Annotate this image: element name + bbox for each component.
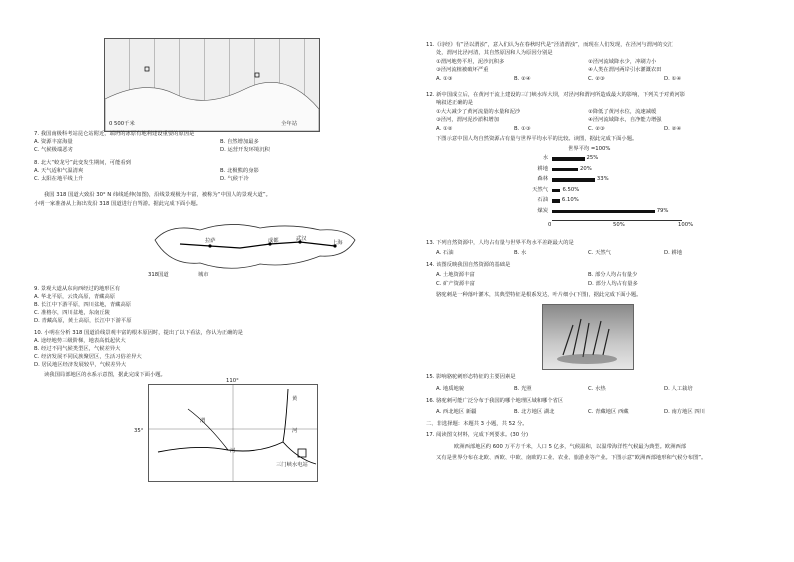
q12-opt-b[interactable]: B. ①③ bbox=[514, 126, 531, 132]
chart-axis bbox=[552, 220, 682, 221]
chart-tick-label: 50% bbox=[613, 222, 625, 228]
q11-opt-a[interactable]: A. ①③ bbox=[436, 76, 453, 82]
q9-opt-c[interactable]: C. 准格尔，四川盆地，东南丘陵 bbox=[34, 310, 110, 316]
q15-opt-b[interactable]: B. 光照 bbox=[514, 386, 532, 392]
chart-value-label: 6.50% bbox=[562, 186, 580, 193]
q7-opt-a[interactable]: A. 资源丰富海量 bbox=[34, 139, 73, 145]
city-chengdu: 成都 bbox=[268, 238, 279, 244]
chart-bar bbox=[552, 210, 655, 214]
q13-opt-d[interactable]: D. 耕地 bbox=[664, 250, 683, 256]
chart-category-label: 水 bbox=[542, 155, 548, 161]
q10-stem: 10. 小明在分析 318 国道沿线景观丰富的根本原因时，提出了以下看法，你认为正确的是 bbox=[34, 330, 243, 336]
q17-text-b: 又有是世界分布在北欧、西欧、中欧、南欧的工业、农业、旅游业等产业。下图示意“欧洲西部地形和气候分布图”。 bbox=[436, 455, 707, 461]
q15-stem: 15. 影响骆驼刺形态特征的主要因素是 bbox=[426, 374, 516, 380]
map-scale: 0 500千米 bbox=[109, 121, 135, 127]
q12-o1: ①大大减少了黄河流量的水量和泥沙 bbox=[436, 109, 521, 115]
camelthorn-photo bbox=[542, 304, 634, 370]
city-lhasa: 拉萨 bbox=[205, 238, 216, 244]
chart-category-label: 森林 bbox=[537, 176, 548, 182]
chart-title: 世界平均 =100% bbox=[568, 146, 611, 152]
chart-category-label: 天然气 bbox=[532, 186, 548, 193]
q7-opt-b[interactable]: B. 自然增加最多 bbox=[220, 139, 259, 145]
q12-o3: ③泾河，渭河泥沙淤积增加 bbox=[436, 117, 500, 123]
city-shanghai: 上海 bbox=[332, 240, 343, 246]
q14-opt-c[interactable]: C. 矿产资源丰富 bbox=[436, 281, 475, 287]
q9-opt-a[interactable]: A. 华北平原，云贵高原，青藏高原 bbox=[34, 294, 116, 300]
chart-bar bbox=[552, 189, 560, 193]
dam-label: 三门峡水电站 bbox=[276, 462, 308, 468]
intro-water: 读我国局部地区的水系示意图，据此完成下面小题。 bbox=[44, 372, 166, 378]
intro-resources: 下图示意中国人均自然资源占有量与世界平均水平的比较。读图，据此完成下面小题。 bbox=[436, 136, 638, 142]
chart-value-label: 79% bbox=[656, 207, 669, 214]
q14-opt-b[interactable]: B. 部分人均占有量少 bbox=[588, 272, 638, 278]
q17-stem: 17. 阅读图文材料，完成下列要求。(30 分) bbox=[426, 432, 529, 438]
chart-value-label: 33% bbox=[596, 176, 609, 182]
map-lon: 110° bbox=[226, 378, 239, 384]
antarctic-coast bbox=[105, 39, 319, 131]
q13-opt-c[interactable]: C. 天然气 bbox=[588, 250, 611, 256]
legend-city: 城市 bbox=[198, 272, 209, 278]
q9-opt-b[interactable]: B. 长江中下游平原，四川盆地，青藏高原 bbox=[34, 302, 132, 308]
q10-opt-c[interactable]: C. 经济发展不同民族聚居区，生活习俗差异大 bbox=[34, 354, 142, 360]
legend-road: 318国道 bbox=[148, 272, 169, 278]
q11-o3: ③泾河流植被破坏严重 bbox=[436, 67, 489, 73]
q11-stem2: 处，渭河比泾河清，其自然原因和人为原因分别是 bbox=[436, 50, 553, 56]
q9-opt-d[interactable]: D. 青藏高原，黄土高原，长江中下游平原 bbox=[34, 318, 132, 324]
q16-stem: 16. 骆驼刺可能广泛分布于我国的哪个地理区域和哪个省区 bbox=[426, 398, 564, 404]
chart-value-label: 25% bbox=[586, 155, 599, 161]
q11-opt-d[interactable]: D. ①④ bbox=[664, 76, 681, 82]
q12-opt-a[interactable]: A. ①② bbox=[436, 126, 453, 132]
chart-tick-label: 0 bbox=[548, 222, 552, 228]
river-label-4: 河 bbox=[292, 428, 298, 434]
q8-opt-c[interactable]: C. 太阳在地平线上升 bbox=[34, 176, 84, 182]
q14-opt-a[interactable]: A. 土地资源丰富 bbox=[436, 272, 475, 278]
q16-opt-a[interactable]: A. 西北地区 新疆 bbox=[436, 409, 477, 415]
q7-opt-c[interactable]: C. 气候极端恶劣 bbox=[34, 147, 73, 153]
q12-stem2: 响叙述正确的是 bbox=[436, 100, 474, 106]
resource-chart bbox=[518, 146, 718, 234]
chart-category-label: 石油 bbox=[537, 197, 548, 203]
right-column bbox=[418, 0, 788, 562]
chart-category-label: 煤炭 bbox=[537, 207, 548, 214]
q11-o1: ①渭河地势平坦，泥沙沉积多 bbox=[436, 59, 505, 65]
q8-opt-b[interactable]: B. 北极熊的身影 bbox=[220, 168, 259, 174]
q12-o2: ②降低了黄河水位，流速减缓 bbox=[588, 109, 657, 115]
q13-opt-a[interactable]: A. 石油 bbox=[436, 250, 454, 256]
city-wuhan: 武汉 bbox=[296, 236, 307, 242]
chart-ticks bbox=[548, 222, 694, 230]
q14-opt-d[interactable]: D. 部分人均占有量多 bbox=[588, 281, 638, 287]
q15-opt-a[interactable]: A. 地质地貌 bbox=[436, 386, 465, 392]
q7-stem: 7. 我国南极科考站昆仑站附近，端坍的冰原有地利建设重要的原因是 bbox=[34, 131, 195, 137]
river-label-1: 渭 bbox=[200, 418, 206, 424]
q11-stem: 11.《诗经》有“泾以渭浊”，意入们认为在春秋时代是“泾清渭浊”，而现在人们发现，在泾河与渭河的交汇 bbox=[426, 42, 674, 48]
intro-camelthorn: 骆驼刺是一种落叶灌木，其典型特征是根系发达，叶片细小(下图)，据此完成下面小题。 bbox=[436, 292, 642, 298]
q8-opt-a[interactable]: A. 天气适和气温清爽 bbox=[34, 168, 84, 174]
map-legend-station: 全年站 bbox=[281, 121, 297, 127]
chart-bar bbox=[552, 157, 585, 161]
q8-opt-d[interactable]: D. 气候干冷 bbox=[220, 176, 249, 182]
q11-o4: ④人类在渭河两岸引水灌溉农田 bbox=[588, 67, 662, 73]
q16-opt-d[interactable]: D. 南方地区 四川 bbox=[664, 409, 705, 415]
q11-opt-c[interactable]: C. ②③ bbox=[588, 76, 605, 82]
q16-opt-c[interactable]: C. 青藏地区 西藏 bbox=[588, 409, 629, 415]
river-label-3: 黄 bbox=[292, 396, 298, 402]
q10-opt-a[interactable]: A. 途经地势三级阶梯，地表高低起伏大 bbox=[34, 338, 126, 344]
chart-value-label: 6.10% bbox=[561, 197, 579, 203]
q12-opt-d[interactable]: D. ②④ bbox=[664, 126, 681, 132]
q11-o2: ②泾河流域降水少，冲刷力小 bbox=[588, 59, 657, 65]
chart-bar bbox=[552, 199, 560, 203]
section-2-heading: 二、非选择题：本题共 3 小题，共 52 分。 bbox=[426, 421, 528, 427]
chart-value-label: 20% bbox=[580, 165, 592, 172]
q15-opt-c[interactable]: C. 水热 bbox=[588, 386, 606, 392]
q8-stem: 8. 北大“蛟龙号”此变发生期间，可能看到 bbox=[34, 160, 131, 166]
shrub-drawing bbox=[543, 305, 633, 369]
q17-text-a: 欧洲西部地区约 600 万平方千米，人口 5 亿多，气候温和，以温带海洋性气候最为典型。欧洲西部 bbox=[454, 444, 687, 450]
chart-category-label: 耕地 bbox=[537, 165, 548, 172]
chart-bar bbox=[552, 168, 578, 172]
q7-opt-d[interactable]: D. 运营开发环境沉积 bbox=[220, 147, 270, 153]
left-column bbox=[30, 0, 400, 562]
q15-opt-d[interactable]: D. 人工栽培 bbox=[664, 386, 693, 392]
q14-stem: 14. 该图反映我国自然资源的基础是 bbox=[426, 262, 511, 268]
river-label-2: 河 bbox=[230, 448, 236, 454]
chart-tick-label: 100% bbox=[678, 222, 694, 228]
q12-o4: ④泾河流域降水，自净能力增强 bbox=[588, 117, 662, 123]
intro-318: 我国 318 国道大致沿 30° N 纬线延伸(如图)，沿线景观极为丰富，被称为“中国人的景观大道”。 bbox=[44, 192, 271, 198]
chart-bar bbox=[552, 178, 595, 182]
q13-stem: 13. 下列自然资源中，人均占有量与世界平均水平差距最大的是 bbox=[426, 240, 574, 246]
q10-opt-b[interactable]: B. 经过不同气候类型区，气候差异大 bbox=[34, 346, 121, 352]
q12-opt-c[interactable]: C. ②③ bbox=[588, 126, 605, 132]
antarctic-map bbox=[104, 38, 320, 132]
q12-stem: 12. 新中国成立后，在黄河干流上建设的三门峡水库大坝，对泾河和渭河所造成最大的影响，下列关于对黄河影 bbox=[426, 92, 686, 98]
q16-opt-b[interactable]: B. 北方地区 湖北 bbox=[514, 409, 555, 415]
q9-stem: 9. 景观大道从东向西经过的地形区有 bbox=[34, 286, 121, 292]
map-lat: 35° bbox=[134, 428, 144, 434]
q11-opt-b[interactable]: B. ②④ bbox=[514, 76, 531, 82]
q10-opt-d[interactable]: D. 居民地区经济发展较早，气候差异大 bbox=[34, 362, 127, 368]
route-318-map bbox=[150, 218, 360, 276]
q13-opt-b[interactable]: B. 水 bbox=[514, 250, 527, 256]
intro-318b: 小明一家准备从上海出发沿 318 国道进行自驾游。据此完成下面小题。 bbox=[34, 201, 202, 207]
chart-rows bbox=[518, 155, 718, 219]
